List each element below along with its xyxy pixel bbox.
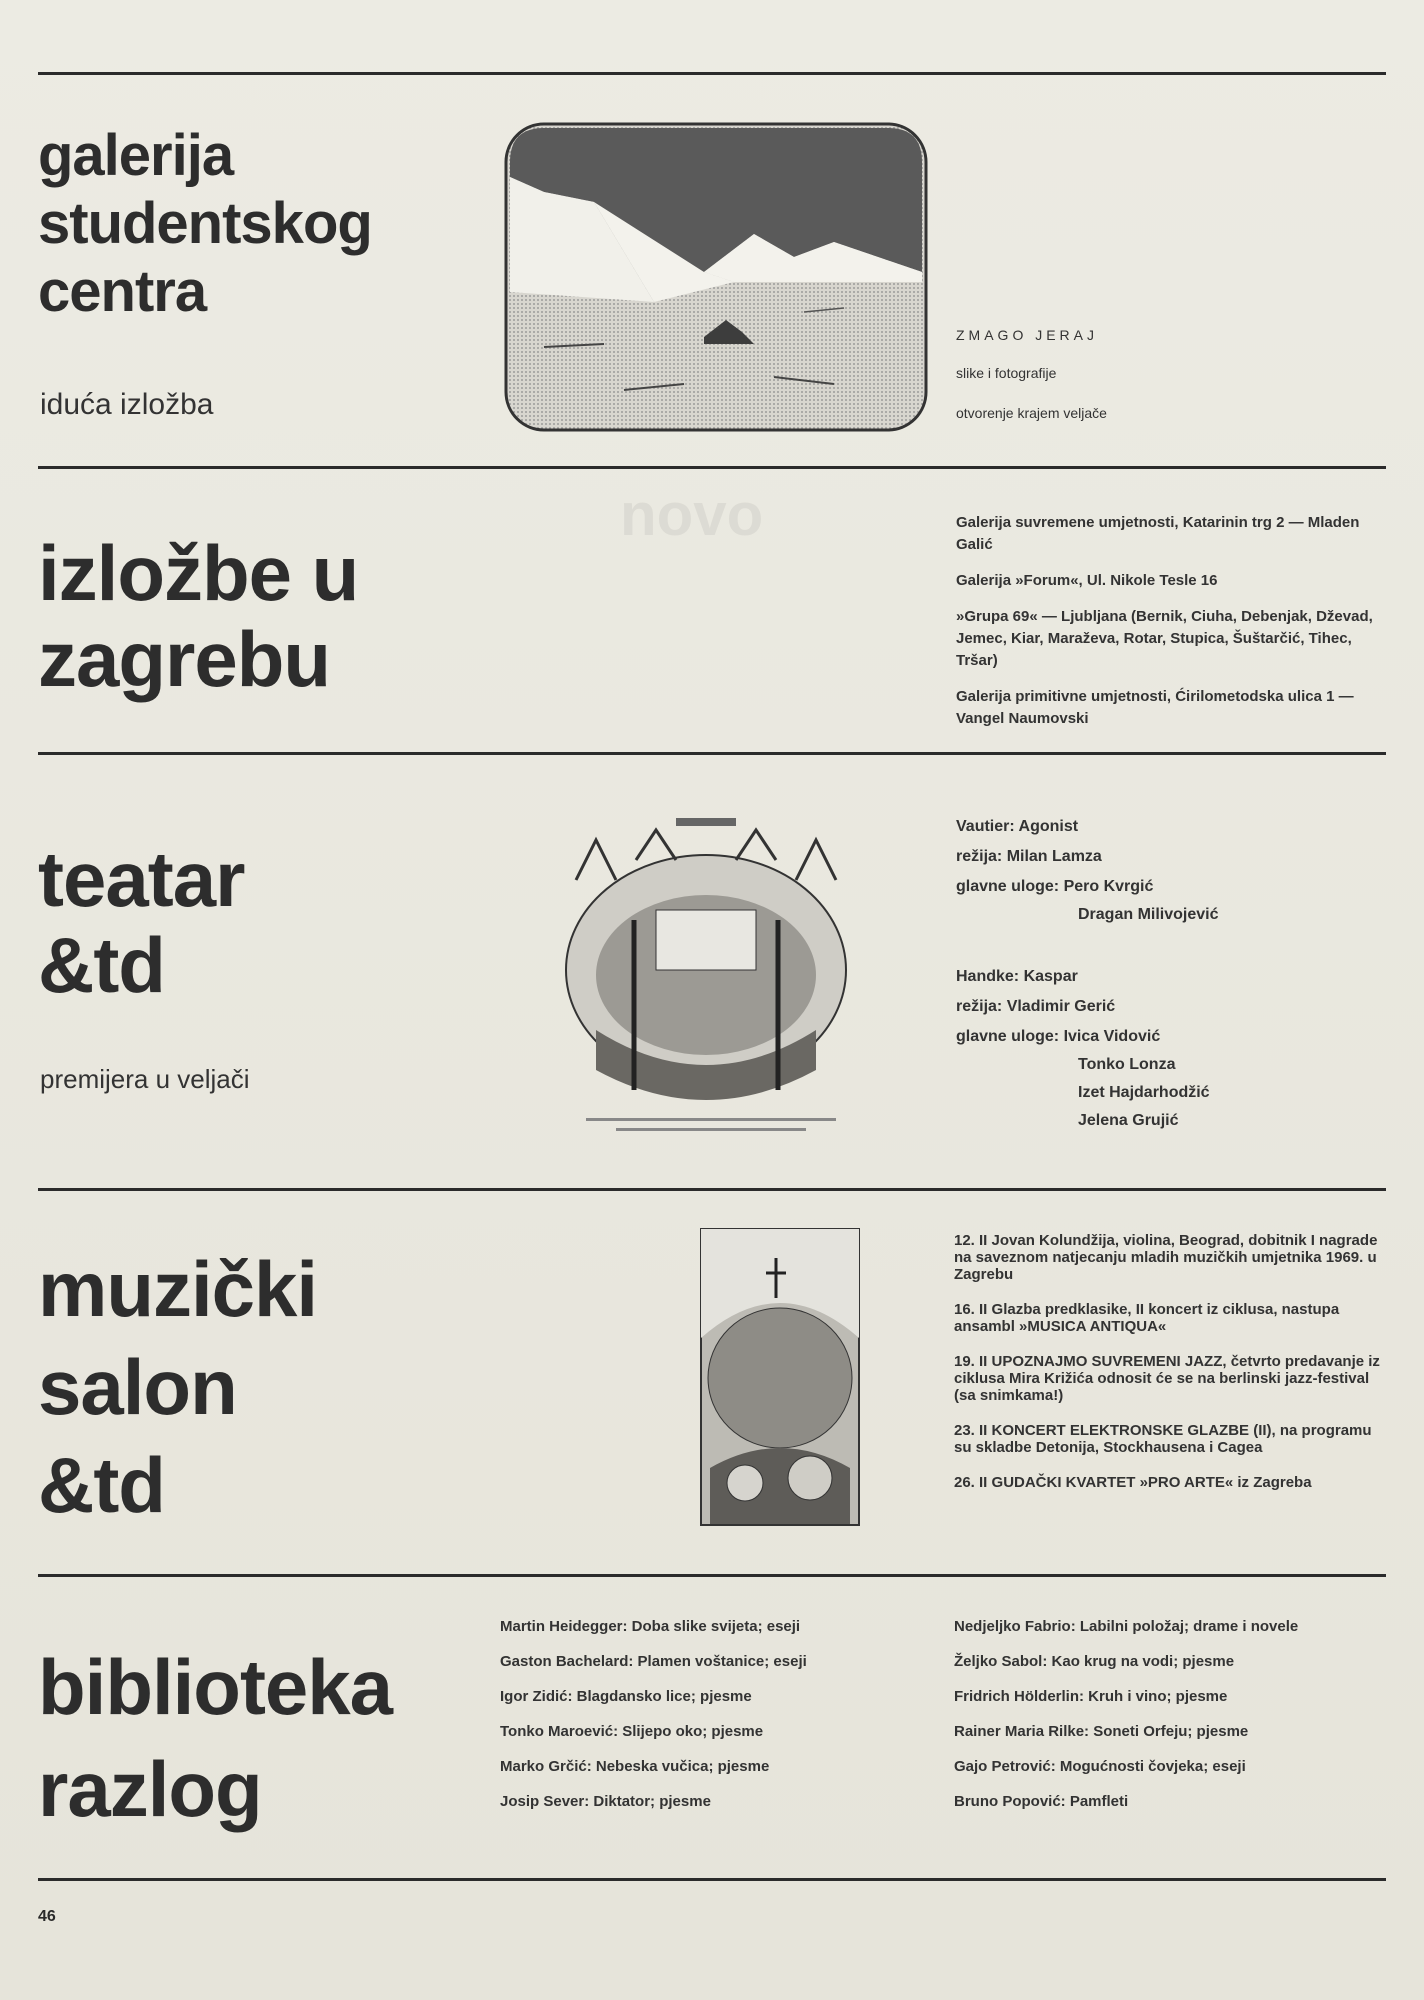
show1-director: režija: Milan Lamza	[956, 848, 1102, 865]
rule-3	[38, 1188, 1386, 1191]
music-event: 23. II KONCERT ELEKTRONSKE GLAZBE (II), na programu su skladbe Detonija, Stockhausena i Cagea	[954, 1422, 1372, 1456]
gallery-heading	[38, 122, 372, 326]
gallery-subtitle: iduća izložba	[40, 388, 214, 421]
show2-cast-extra: Tonko Lonza	[1078, 1056, 1176, 1073]
rule-1	[38, 466, 1386, 469]
theatre-engraving-illustration	[556, 800, 866, 1140]
show2-cast-extra: Jelena Grujić	[1078, 1112, 1179, 1129]
music-heading-line: &td	[38, 1441, 165, 1529]
page-number: 46	[38, 1908, 56, 1925]
rule-2	[38, 752, 1386, 755]
exhibition-item: »Grupa 69« — Ljubljana (Bernik, Ciuha, Debenjak, Dževad, Jemec, Kiar, Maraževa, Rotar, Stupica, Šuštarčić, Tihec, Tršar)	[956, 608, 1373, 669]
show2-director: režija: Vladimir Gerić	[956, 998, 1116, 1015]
book-item: Marko Grčić: Nebeska vučica; pjesme	[500, 1758, 770, 1775]
music-events	[954, 1232, 1386, 1509]
book-item: Gaston Bachelard: Plamen voštanice; eseji	[500, 1653, 807, 1670]
mountain-illustration	[504, 122, 928, 432]
book-item: Gajo Petrović: Mogućnosti čovjeka; eseji	[954, 1758, 1246, 1775]
show2-cast-extra: Izet Hajdarhodžić	[1078, 1084, 1210, 1101]
gallery-artist: ZMAGO JERAJ	[956, 327, 1099, 343]
music-engraving-illustration	[700, 1228, 860, 1526]
exhibitions-heading-line: izložbe u	[38, 529, 359, 617]
book-item: Nedjeljko Fabrio: Labilni položaj; drame i novele	[954, 1618, 1299, 1635]
music-heading-line: muzički	[38, 1245, 318, 1333]
book-item: Josip Sever: Diktator; pjesme	[500, 1793, 711, 1810]
music-event: 16. II Glazba predklasike, II koncert iz ciklusa, nastupa ansambl »MUSICA ANTIQUA«	[954, 1301, 1340, 1335]
exhibitions-heading-line: zagrebu	[38, 615, 331, 703]
theatre-heading-line: teatar	[38, 835, 245, 923]
music-event: 19. II UPOZNAJMO SUVREMENI JAZZ, četvrto predavanje iz ciklusa Mira Križića odnosit će se na berlinski jazz-festival (sa snimkama!)	[954, 1353, 1380, 1404]
show2-title: Handke: Kaspar	[956, 968, 1078, 985]
theatre-subtitle: premijera u veljači	[40, 1064, 250, 1094]
library-books-right	[954, 1618, 1386, 1828]
book-item: Bruno Popović: Pamfleti	[954, 1793, 1129, 1810]
theatre-heading	[38, 836, 244, 1008]
book-item: Rainer Maria Rilke: Soneti Orfeju; pjesme	[954, 1723, 1249, 1740]
rule-bottom	[38, 1878, 1386, 1881]
library-books-left	[500, 1618, 920, 1828]
show1-title: Vautier: Agonist	[956, 818, 1079, 835]
book-item: Fridrich Hölderlin: Kruh i vino; pjesme	[954, 1688, 1228, 1705]
book-item: Igor Zidić: Blagdansko lice; pjesme	[500, 1688, 752, 1705]
show2-cast: glavne uloge: Ivica Vidović	[956, 1028, 1161, 1045]
rule-4	[38, 1574, 1386, 1577]
theatre-show1	[956, 816, 1219, 926]
gallery-heading-line: studentskog	[38, 191, 372, 256]
library-heading-line: biblioteka	[38, 1643, 393, 1731]
gallery-heading-line: centra	[38, 259, 207, 324]
exhibition-item: Galerija primitivne umjetnosti, Ćirilometodska ulica 1 — Vangel Naumovski	[956, 688, 1354, 727]
music-event: 26. II GUDAČKI KVARTET »PRO ARTE« iz Zagreba	[954, 1474, 1312, 1491]
gallery-works: slike i fotografije	[956, 365, 1057, 381]
rule-top	[38, 72, 1386, 75]
music-event: 12. II Jovan Kolundžija, violina, Beograd, dobitnik I nagrade na saveznom natjecanju mladih muzičkih umjetnika 1969. u Zagrebu	[954, 1232, 1378, 1283]
library-heading	[38, 1636, 392, 1840]
library-heading-line: razlog	[38, 1745, 262, 1833]
music-heading-line: salon	[38, 1343, 237, 1431]
gallery-opening: otvorenje krajem veljače	[956, 405, 1107, 421]
exhibitions-heading	[38, 530, 358, 702]
book-item: Tonko Maroević: Slijepo oko; pjesme	[500, 1723, 764, 1740]
show1-cast-extra: Dragan Milivojević	[1078, 906, 1219, 923]
exhibition-item: Galerija suvremene umjetnosti, Katarinin trg 2 — Mladen Galić	[956, 514, 1360, 553]
theatre-heading-line: &td	[38, 921, 165, 1009]
gallery-heading-line: galerija	[38, 123, 234, 188]
book-item: Željko Sabol: Kao krug na vodi; pjesme	[954, 1653, 1235, 1670]
music-heading	[38, 1240, 317, 1534]
exhibitions-list	[956, 512, 1386, 730]
show1-cast: glavne uloge: Pero Kvrgić	[956, 878, 1154, 895]
theatre-show2	[956, 966, 1210, 1132]
show-through-text: novo	[620, 481, 764, 548]
book-item: Martin Heidegger: Doba slike svijeta; eseji	[500, 1618, 801, 1635]
exhibition-item: Galerija »Forum«, Ul. Nikole Tesle 16	[956, 572, 1218, 589]
